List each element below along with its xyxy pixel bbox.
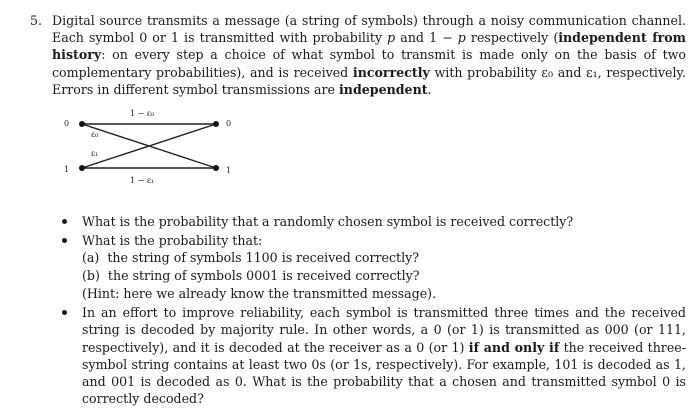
question-text-2: What is the probability that: — [82, 233, 263, 249]
node-left-1 — [79, 165, 85, 171]
label-left-1: 1 — [64, 165, 70, 174]
intro-text-5: with probability ε₀ and ε₁, respectively. Errors in different symbol transmissions are — [52, 64, 686, 97]
bold-independent-history: independent from history — [52, 30, 686, 63]
sub-question-label: (b) — [82, 268, 100, 283]
problem-intro — [52, 12, 686, 98]
bold-iff: if and only if — [468, 339, 560, 355]
node-left-0 — [79, 121, 85, 127]
question-bullet-1 — [56, 213, 686, 230]
bullet-dot — [62, 238, 67, 243]
intro-text-3: respectively ( — [465, 30, 559, 46]
var-p-1: p — [387, 30, 396, 46]
channel-diagram-svg — [54, 103, 254, 193]
sub-question-text: the string of symbols 1100 is received correctly? — [107, 250, 419, 266]
node-right-0 — [213, 121, 219, 127]
intro-text-1: Digital source transmits a message (a string of symbols) through a noisy communication channel. Each symbol 0 or 1 is transmitted with probability — [52, 13, 686, 46]
bold-incorrectly: incorrectly — [352, 64, 430, 80]
intro-text-2: and 1 − — [395, 30, 458, 46]
problem-5 — [30, 12, 686, 98]
sub-question-text: the string of symbols 0001 is received correctly? — [107, 268, 420, 283]
label-right-1: 1 — [226, 166, 232, 175]
question-bullet-3 — [56, 304, 686, 407]
label-left-0: 0 — [64, 119, 70, 128]
problem-number: 5. — [30, 13, 43, 28]
question-text-3a: In an effort to improve reliability, each symbol is transmitted three times and the received string is decoded by majority rule. In other words, a 0 (or 1) is transmitted as 000 (or 111, respectively), and it is decoded at the receiver as a 0 (or 1) — [82, 305, 686, 355]
question-bullet-2 — [56, 232, 686, 302]
label-right-0: 0 — [226, 119, 232, 128]
label-cross-eps1: ε₁ — [91, 149, 99, 158]
hint-text: (Hint: here we already know the transmitted message). — [82, 285, 437, 301]
node-right-1 — [213, 165, 219, 171]
sub-question-list — [82, 249, 686, 302]
label-cross-eps0: ε₀ — [91, 130, 99, 139]
label-bottom-edge: 1 − ε₁ — [130, 176, 155, 185]
question-list — [56, 213, 686, 409]
sub-question-a — [82, 249, 686, 267]
var-p-2: p — [457, 30, 466, 46]
question-text-1: What is the probability that a randomly chosen symbol is received correctly? — [82, 214, 574, 229]
sub-question-label: (a) — [82, 250, 100, 266]
sub-question-b — [82, 267, 686, 285]
bullet-dot — [62, 310, 67, 315]
intro-text-4: : on every step a choice of what symbol to transmit is made only on the basis of two complementary probabilities), and is received — [52, 47, 686, 80]
intro-text-6: . — [427, 81, 432, 97]
channel-diagram — [54, 103, 254, 193]
question-text-3b: the received three-symbol string contains at least two 0s (or 1s, respectively). For example, 101 is decoded as 1, and 001 is decoded as 0. What is the probability that a chosen and transmitted symbol 0 is correctly decoded? — [82, 339, 686, 407]
bold-independent: independent — [339, 81, 428, 97]
bullet-dot — [62, 219, 67, 224]
label-top-edge: 1 − ε₀ — [130, 109, 155, 118]
